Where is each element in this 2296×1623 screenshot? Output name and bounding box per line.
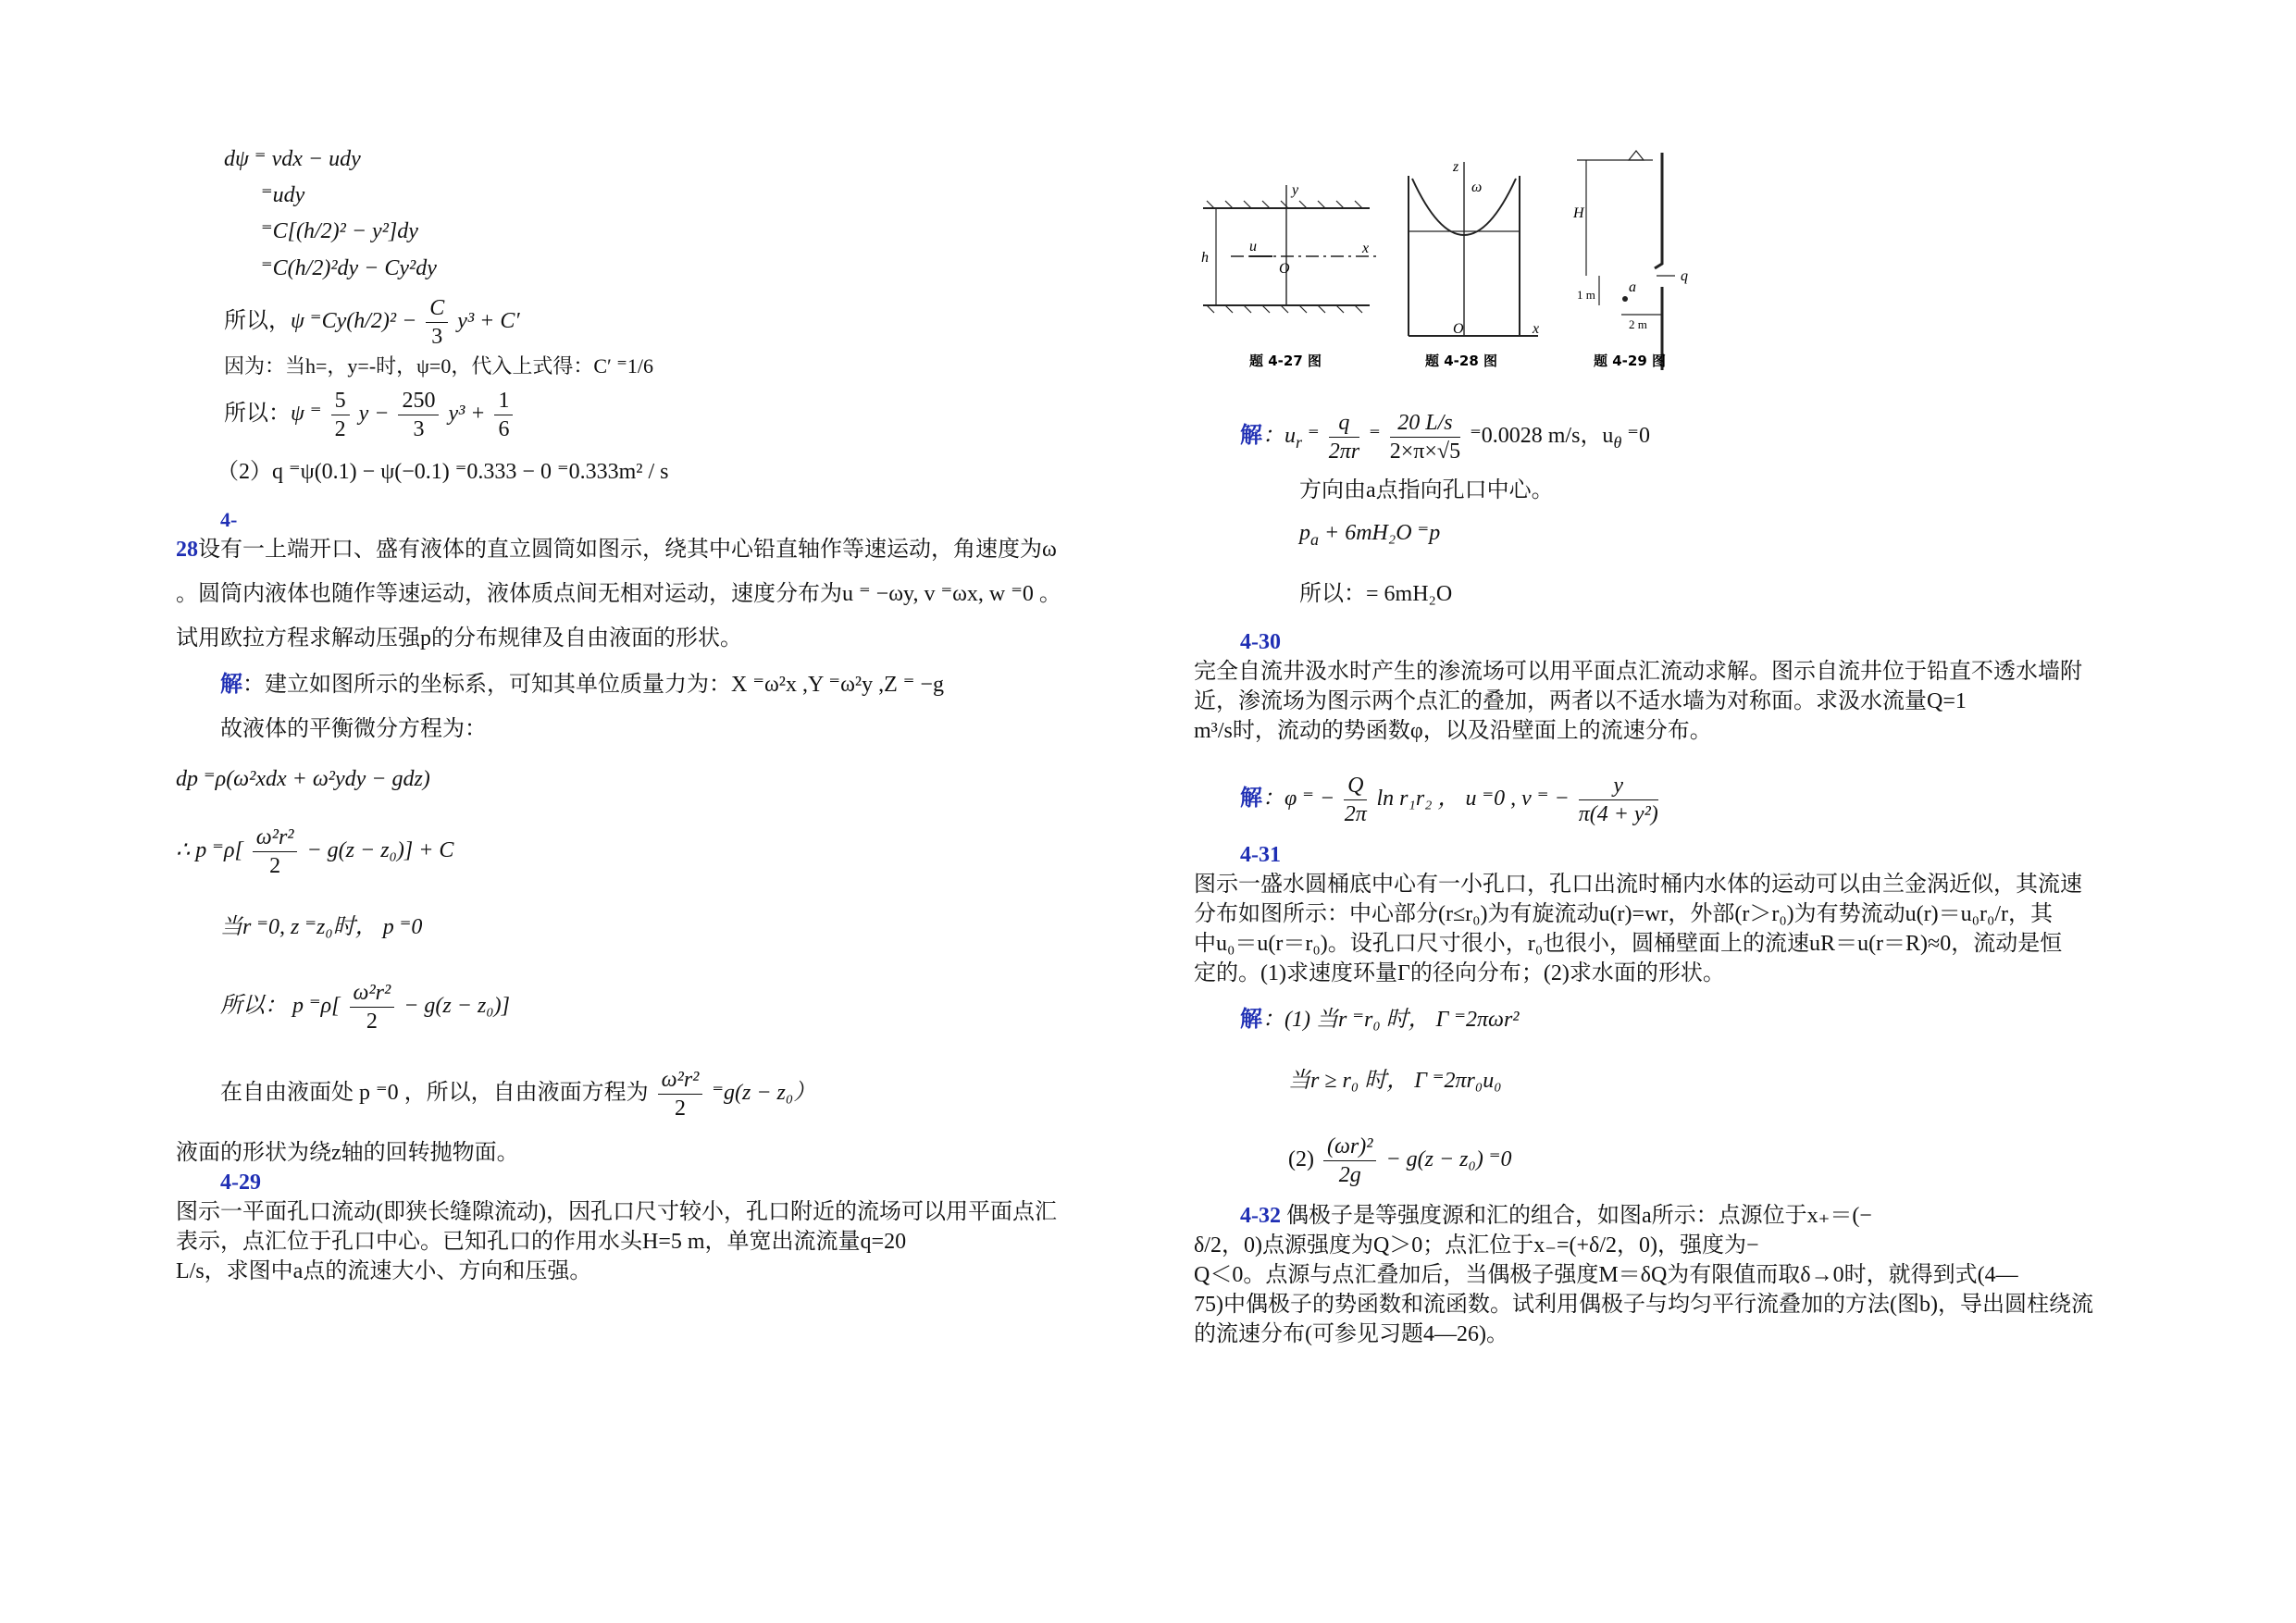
problem-4-32-text-3: Q＜0。点源与点汇叠加后，当偶极子强度M＝δQ为有限值而取δ→0时，就得到式(4— [1194, 1263, 2018, 1287]
eq-psi-final: 所以：ψ ⁼ $\frac{5}{2}$ y − $\frac{250}{3}$ y³ + $\frac{1}{6}$ [224, 387, 516, 443]
problem-4-32-text-4: 75)中偶极子的势函数和流函数。试利用偶极子与均匀平行流叠加的方法(图b)，导出圆柱绕流 [1194, 1293, 2093, 1317]
fig27-h-label: h [1201, 250, 1209, 266]
problem-4-31-text-1: 图示一盛水圆桶底中心有一小孔口，孔口出流时桶内水体的运动可以由兰金涡近似，其流速 [1194, 873, 2082, 897]
fig27-u-label: u [1249, 239, 1257, 254]
problem-4-31-text-3: 中u₀＝u(r＝r₀)。设孔口尺寸很小，r₀也很小，圆桶壁面上的流速uR＝u(r＝R)≈0，流动是恒 [1194, 932, 2063, 956]
problem-4-32-text-2: δ/2，0)点源强度为Q＞0；点汇位于x₋=(+δ/2，0)，强度为− [1194, 1233, 1759, 1258]
eq-c-bracket: ⁼C[(h/2)² − y²]dy [261, 219, 418, 243]
figure-4-27 [1203, 185, 1379, 313]
problem-figures [1194, 143, 1712, 379]
solution-4-29-pressure: $p_a + 6mH_2O$ ⁼p [1299, 521, 1441, 549]
solution-4-31-outer: 当r ≥ r₀ 时， Γ ⁼2πr₀u₀ [1288, 1069, 1502, 1093]
solution-4-29-line-1: 解：$u_r$ ⁼ $\frac{q}{2\pi r}$ ⁼ $\frac{20 L/s}{2\times\pi\times√5}$ ⁼0.0028 m/s，$u_\theta$ ⁼0 [1240, 411, 1650, 464]
problem-4-32-text-5: 的流速分布(可参见习题4—26)。 [1194, 1322, 1508, 1346]
eq-dp: dp ⁼ρ(ω²xdx + ω²ydy − gdz) [176, 767, 430, 791]
problem-4-30-text-1: 完全自流井汲水时产生的渗流场可以用平面点汇流动求解。图示自流井位于铅直不透水墙附 [1194, 660, 2082, 684]
figure-4-29 [1577, 151, 1675, 370]
problem-4-28-text-1: 28设有一上端开口、盛有液体的直立圆筒如图示，绕其中心铅直轴作等速运动，角速度为ω [176, 538, 1057, 562]
fig29-a-label: a [1629, 279, 1636, 295]
fig29-q-label: q [1681, 268, 1688, 284]
problem-number-4-30: 4-30 [1240, 630, 1281, 654]
fig28-o-label: O [1453, 321, 1464, 337]
condition-line: 因为：当h=，y=-时，ψ=0，代入上式得：C′ ⁼1/6 [224, 354, 654, 378]
problem-4-28-text-2: 。圆筒内液体也随作等速运动，液体质点间无相对运动，速度分布为u ⁼ −ωy, v ⁼ωx, w ⁼0 。 [176, 582, 1061, 606]
caption-4-27: 题 4-27 图 [1249, 353, 1322, 369]
problem-4-30-text-3: m³/s时，流动的势函数φ，以及沿壁面上的流速分布。 [1194, 719, 1712, 743]
solution-4-31-part-2: (2) $\frac{\text{(ωr)²}}{2g}$ − g(z − z₀) ⁼0 [1288, 1134, 1512, 1187]
solution-4-29-direction: 方向由a点指向孔口中心。 [1299, 478, 1554, 502]
solution-4-28-line-2: 故液体的平衡微分方程为： [220, 717, 487, 741]
problem-4-31-text-4: 定的。(1)求速度环量Γ的径向分布；(2)求水面的形状。 [1194, 961, 1725, 985]
problem-4-31-text-2: 分布如图所示：中心部分(r≤r₀)为有旋流动u(r)=wr，外部(r＞r₀)为有势流动u(r)＝u₀r₀/r，其 [1194, 902, 2054, 926]
problem-number-4-29: 4-29 [220, 1171, 261, 1195]
eq-udy: ⁼udy [261, 183, 305, 207]
caption-4-29: 题 4-29 图 [1594, 353, 1666, 369]
eq-c-expand: ⁼C(h/2)²dy − Cy²dy [261, 256, 437, 280]
fig27-o-label: O [1279, 261, 1290, 277]
solution-4-28-line-1: 解：建立如图所示的坐标系，可知其单位质量力为：X ⁼ω²x ,Y ⁼ω²y ,Z ⁼ −g [220, 673, 944, 697]
fig29-1m-label: 1 m [1577, 288, 1595, 302]
problem-4-32-text-1: 4-32 偶极子是等强度源和汇的组合，如图a所示：点源位于x₊＝(− [1240, 1204, 1872, 1228]
eq-p-final: 所以： p ⁼ρ[ $\frac{\text{ω²r²}}{2}$ − g(z − z₀)] [220, 981, 510, 1034]
problem-number-4-28a: 4- [220, 508, 238, 531]
eq-psi-result: 所以，ψ ⁼Cy(h/2)² − $\frac{C}{3}$ y³ + C′ [224, 296, 520, 349]
problem-4-28-text-3: 试用欧拉方程求解动压强p的分布规律及自由液面的形状。 [176, 626, 742, 650]
eq-free-surface: 在自由液面处 p ⁼0 ，所以，自由液面方程为 $\frac{\text{ω²r²}}{2}$ ⁼g(z − z₀） [220, 1068, 816, 1121]
eq-boundary: 当r ⁼0, z ⁼z₀时， p ⁼0 [220, 915, 423, 939]
eq-dpsi: dψ ⁼ vdx − udy [224, 147, 361, 171]
problem-4-29-text-1: 图示一平面孔口流动(即狭长缝隙流动)，因孔口尺寸较小，孔口附近的流场可以用平面点汇 [176, 1200, 1057, 1224]
fig28-z-label: z [1453, 159, 1459, 175]
problem-4-29-text-3: L/s，求图中a点的流速大小、方向和压强。 [176, 1259, 592, 1283]
solution-4-29-result: 所以：= 6mH₂O [1299, 582, 1453, 606]
problem-number-4-31: 4-31 [1240, 843, 1281, 867]
fig29-h-label: H [1573, 205, 1584, 221]
fig27-x-label: x [1362, 241, 1370, 256]
fig29-point-a [1622, 296, 1628, 302]
problem-4-29-text-2: 表示，点汇位于孔口中心。已知孔口的作用水头H=5 m，单宽出流流量q=20 [176, 1230, 907, 1254]
caption-4-28: 题 4-28 图 [1425, 353, 1497, 369]
fig28-x-label: x [1533, 321, 1540, 337]
surface-shape-text: 液面的形状为绕z轴的回转抛物面。 [176, 1141, 519, 1165]
eq-q-result: （2）q ⁼ψ(0.1) − ψ(−0.1) ⁼0.333 − 0 ⁼0.333m² / s [217, 460, 669, 484]
fig28-omega-label: ω [1471, 180, 1483, 195]
eq-p-general: ∴ p ⁼ρ[ $\frac{\text{ω²r²}}{2}$ − g(z − z₀)] + C [176, 825, 454, 878]
problem-4-30-text-2: 近，渗流场为图示两个点汇的叠加，两者以不适水墙为对称面。求汲水流量Q=1 [1194, 689, 1967, 713]
fig29-2m-label: 2 m [1629, 317, 1647, 331]
fig27-y-label: y [1292, 182, 1299, 198]
solution-4-31-part-1: 解：(1) 当r ⁼r₀ 时， Γ ⁼2πωr² [1240, 1008, 1520, 1032]
solution-4-30: 解：φ ⁼ − $\frac{Q}{2\pi}$ ln r₁r₂ ， u ⁼0 , v ⁼ − $\frac{y}{\text{π(4 + y²)}}$ [1240, 774, 1658, 826]
